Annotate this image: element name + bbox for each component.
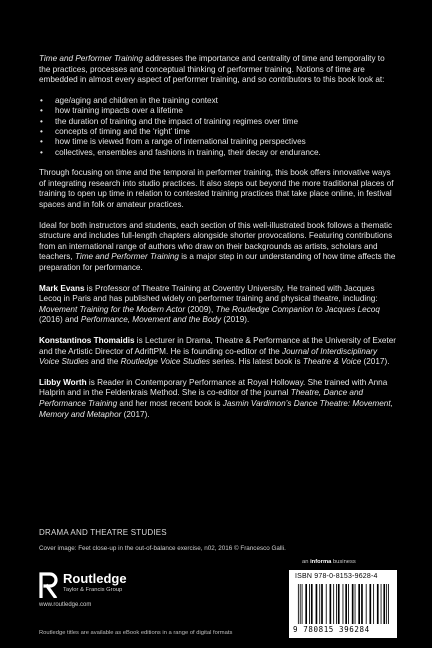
routledge-r-icon [39,572,59,598]
author-name: Konstantinos Thomaidis [39,335,135,345]
barcode-bar [381,584,382,624]
barcode-bar [309,584,310,624]
author-name: Mark Evans [39,283,85,293]
journal-title: Journal of Interdisciplinary Voice Studies [39,346,378,367]
barcode-bar [300,584,301,624]
list-item: • the duration of training and the impact of training regimes over time [39,117,397,127]
isbn: ISBN 978-0-8153-9628-4 [295,573,378,580]
list-item: • collectives, ensembles and fashions in training, their decay or endurance. [39,148,397,158]
barcode [289,570,397,638]
barcode-bar [345,584,347,624]
list-item: • age/aging and children in the training context [39,96,397,106]
audience-paragraph [39,221,397,274]
topic-list [39,96,397,158]
barcode-bar [377,584,379,624]
publisher-website[interactable]: www.routledge.com [39,602,92,608]
barcode-bar [321,584,323,624]
bio-text: (2019). [221,315,250,325]
barcode-bar [330,584,332,624]
routledge-logo [39,572,127,598]
bio-text: (2017). [361,357,390,367]
informa-prefix: an [302,559,311,565]
bio-text: (2009), [185,304,216,314]
book-title: Performance, Movement and the Body [80,315,222,325]
barcode-bar [333,584,334,624]
barcode-bar [338,584,340,624]
barcode-bar [358,584,360,624]
list-item: • concepts of timing and the ‘right’ time [39,127,397,137]
barcode-bar [319,584,320,624]
audience-text: Ideal for both instructors and students, each section of this well-illustrated book follows a thematic structure and includes full-length chapters alongside shorter provocations. Featuring contributions from an international range of authors who draw on their backgrounds as artists, scholars and teachers, [39,220,393,262]
bio-worth [39,378,397,420]
book-title: Theatre & Voice [302,357,362,367]
barcode-bar [343,584,344,624]
audience-text-end: is a major step in our understanding of how time affects the preparation for performance. [39,252,396,272]
bio-text: is Reader in Contemporary Performance at Royal Holloway. She trained with Anna Halprin and in the Feldenkrais Method. She is co-editor of the journal [39,377,388,398]
publisher-name: Routledge [63,571,127,586]
informa-brand: informa [310,559,332,565]
list-item: • how time is viewed from a range of international training perspectives [39,137,397,147]
barcode-bars [297,584,389,624]
book-title: Jasmin Vardimon’s Dance Theatre: Movement, Memory and Metaphor [39,398,393,419]
book-title: Movement Training for the Modern Actor [39,304,186,314]
bio-text: (2017). [121,409,150,419]
barcode-bar [311,584,313,624]
bio-text: and her most recent book is [117,398,223,408]
informa-suffix: business [331,559,356,565]
barcode-bar [373,584,374,624]
barcode-bar [388,584,389,624]
barcode-bar [383,584,385,624]
bio-text: is Lecturer in Drama, Theatre & Performance at the University of Exeter and the Artistic Director of AdriftPM. He is founding co-editor of the [39,335,397,356]
series-title: Routledge Voice Studies [120,357,211,367]
barcode-bar [316,584,318,624]
bio-text: is Professor of Theatre Training at Coventry University. He trained with Jacques Lecoq in Paris and has published widely on performer training and physical theatre, including: [39,283,378,304]
subject-category: DRAMA AND THEATRE STUDIES [39,528,167,537]
bio-text: (2016) and [39,315,81,325]
publisher-group: Taylor & Francis Group [63,587,123,593]
list-item: • how training impacts over a lifetime [39,106,397,116]
barcode-bar [298,584,299,624]
blurb [39,54,397,430]
book-title: Time and Performer Training [39,54,143,63]
informa-tagline [302,559,356,565]
barcode-bar [352,584,354,624]
intro-paragraph [39,54,397,86]
focus-paragraph: Through focusing on time and the temporal in performer training, this book offers innovative ways of integrating research into studio practices. It also steps out beyond the more traditional places of training to open up time in relation to contested training practices that take place online, in festival spaces and in folk or amateur practices. [39,168,394,209]
barcode-number: 9 780815 396284 [293,625,370,634]
journal-title: Theatre, Dance and Performance Training [39,388,364,408]
intro-text: addresses the importance and centrality of time and temporality to the practices, processes and conceptual thinking of performer training. Notions of time are embedded in almost every aspect of performer training, and so contributors to this book look at: [39,54,385,85]
barcode-bar [369,584,371,624]
barcode-bar [366,584,367,624]
barcode-bar [386,584,387,624]
barcode-bar [361,584,363,624]
bio-text: and the [88,357,121,367]
bio-text: series. His latest book is [210,357,303,367]
book-title: The Routledge Companion to Jacques Lecoq [215,304,380,314]
cover-credit: Cover image: Feet close-up in the out-of-balance exercise, n02, 2016 © Francesco Galli. [39,545,286,552]
barcode-bar [355,584,356,624]
barcode-bar [305,584,307,624]
bio-evans [39,284,397,326]
book-title: Time and Performer Training [74,252,179,262]
ebook-note: Routledge titles are available as eBook editions in a range of digital formats [39,630,233,636]
barcode-bar [348,584,349,624]
barcode-bar [326,584,327,624]
author-name: Libby Worth [39,377,87,387]
barcode-bar [302,584,303,624]
barcode-bar [336,584,337,624]
bio-thomaidis [39,336,397,368]
